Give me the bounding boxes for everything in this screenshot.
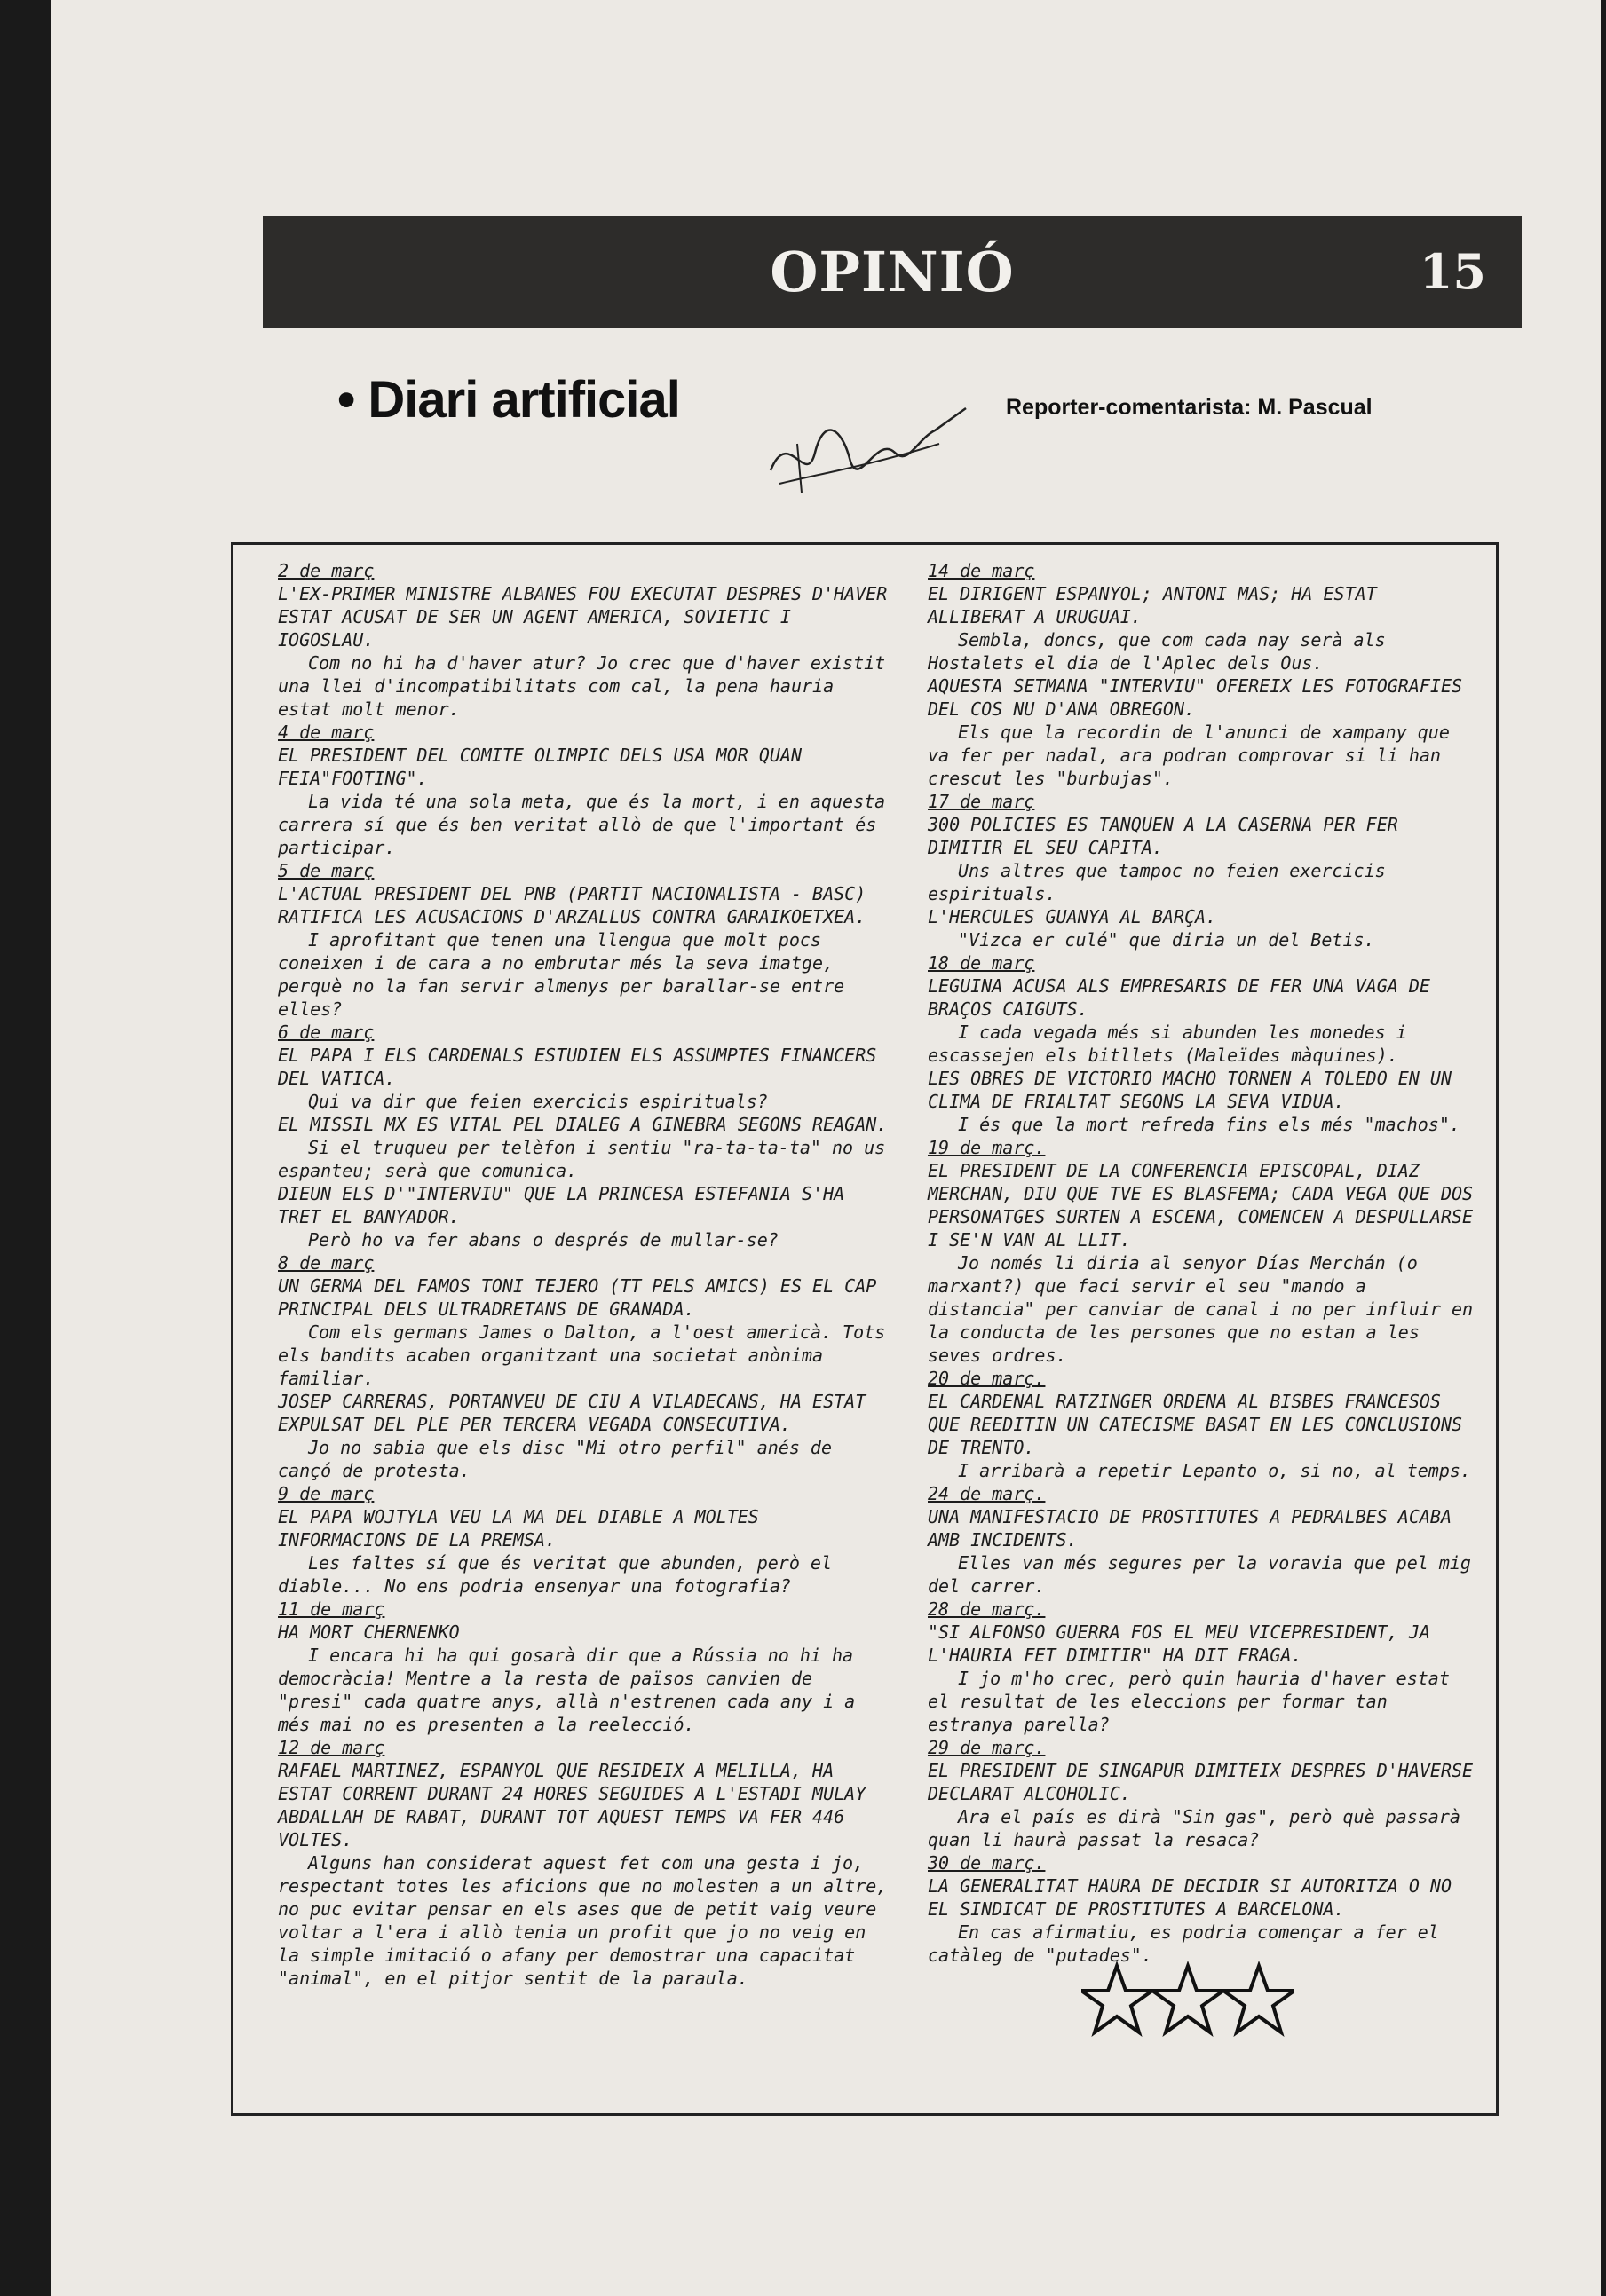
- section-title: OPINIÓ: [770, 240, 1015, 304]
- left-column: [278, 559, 890, 1990]
- entry-comment: Les faltes sí que és veritat que abunden, però el diable... No ens podria ensenyar una fotografia?: [278, 1552, 833, 1597]
- entry-comment: I arribarà a repetir Lepanto o, si no, al temps.: [958, 1460, 1471, 1481]
- entry-headline: L'ACTUAL PRESIDENT DEL PNB (PARTIT NACIONALISTA - BASC) RATIFICA LES ACUSACIONS D'ARZALLUS CONTRA GARAIKOETXEA.: [278, 883, 866, 927]
- entry-date: 28 de març.: [928, 1598, 1046, 1620]
- entry-comment: Els que la recordin de l'anunci de xampany que va fer per nadal, ara podran comprovar si li han crescut les "burbujas".: [928, 722, 1450, 789]
- entry-comment: Com no hi ha d'haver atur? Jo crec que d'haver existit una llei d'incompatibilitats com cal, la pena hauria estat molt menor.: [278, 652, 886, 720]
- entry-date: 5 de març: [278, 860, 375, 881]
- diary-entry: [928, 1367, 1476, 1482]
- entry-comment: I jo m'ho crec, però quin hauria d'haver estat el resultat de les eleccions per formar tan estranya parella?: [928, 1668, 1450, 1735]
- entry-headline: HA MORT CHERNENKO: [278, 1621, 460, 1643]
- entry-comment: Jo no sabia que els disc "Mi otro perfil" anés de cançó de protesta.: [278, 1437, 833, 1481]
- diary-entry: [928, 1136, 1476, 1367]
- article-byline: Reporter-comentarista: M. Pascual: [1006, 395, 1373, 420]
- entry-headline: EL PRESIDENT DE SINGAPUR DIMITEIX DESPRES D'HAVERSE DECLARAT ALCOHOLIC.: [928, 1760, 1474, 1804]
- entry-headline: EL PAPA I ELS CARDENALS ESTUDIEN ELS ASSUMPTES FINANCERS DEL VATICA.: [278, 1045, 877, 1089]
- diary-entry: [928, 951, 1476, 1136]
- entry-headline: EL CARDENAL RATZINGER ORDENA AL BISBES FRANCESOS QUE REEDITIN UN CATECISME BASAT EN LES CONCLUSIONS DE TRENTO.: [928, 1391, 1463, 1458]
- diary-entry: [928, 1736, 1476, 1851]
- diary-entry: [278, 1482, 890, 1598]
- signature-image: [762, 391, 975, 506]
- entry-headline: LEGUINA ACUSA ALS EMPRESARIS DE FER UNA VAGA DE BRAÇOS CAIGUTS.: [928, 975, 1430, 1020]
- entry-date: 19 de març.: [928, 1137, 1046, 1158]
- article-frame: [231, 542, 1499, 2116]
- entry-comment: La vida té una sola meta, que és la mort, i en aquesta carrera sí que és ben veritat allò de que l'important és participar.: [278, 791, 886, 858]
- entry-date: 29 de març.: [928, 1737, 1046, 1758]
- magazine-page: [51, 0, 1601, 2296]
- entry-headline: EL DIRIGENT ESPANYOL; ANTONI MAS; HA ESTAT ALLIBERAT A URUGUAI.: [928, 583, 1377, 627]
- entry-headline: L'HERCULES GUANYA AL BARÇA.: [928, 906, 1217, 927]
- right-column: [928, 559, 1476, 1967]
- entry-comment: Però ho va fer abans o després de mullar-se?: [308, 1229, 779, 1251]
- entry-headline: RAFAEL MARTINEZ, ESPANYOL QUE RESIDEIX A MELILLA, HA ESTAT CORRENT DURANT 24 HORES SEGUIDES A L'ESTADI MULAY ABDALLAH DE RABAT, DURANT TOT AQUEST TEMPS VA FER 446 VOLTES.: [278, 1760, 866, 1850]
- entry-comment: Com els germans James o Dalton, a l'oest americà. Tots els bandits acaben organitzant una societat anònima familiar.: [278, 1322, 886, 1389]
- entry-date: 18 de març: [928, 952, 1035, 974]
- section-header-bar: [263, 216, 1522, 328]
- entry-date: 11 de març: [278, 1598, 385, 1620]
- entry-headline: "SI ALFONSO GUERRA FOS EL MEU VICEPRESIDENT, JA L'HAURIA FET DIMITIR" HA DIT FRAGA.: [928, 1621, 1430, 1666]
- entry-comment: Qui va dir que feien exercicis espirituals?: [308, 1091, 768, 1112]
- entry-date: 4 de març: [278, 722, 375, 743]
- diary-entry: [278, 559, 890, 721]
- diary-entry: [278, 1251, 890, 1482]
- diary-entry: [278, 1021, 890, 1251]
- entry-comment: Alguns han considerat aquest fet com una gesta i jo, respectant totes les aficions que no molesten a un altre, no puc evitar pensar en els ases que de petit vaig veure voltar a l'era i allò tenia un profit que jo no veig en la simple imitació o afany per demostrar una capacitat "animal", en el pitjor sentit de la paraula.: [278, 1852, 888, 1989]
- entry-date: 6 de març: [278, 1022, 375, 1043]
- entry-comment: Si el truqueu per telèfon i sentiu "ra-ta-ta-ta" no us espanteu; serà que comunica.: [278, 1137, 886, 1181]
- entry-date: 12 de març: [278, 1737, 385, 1758]
- diary-entry: [278, 859, 890, 1021]
- entry-comment: Elles van més segures per la voravia que pel mig del carrer.: [928, 1552, 1471, 1597]
- diary-entry: [278, 1736, 890, 1990]
- entry-headline: EL MISSIL MX ES VITAL PEL DIALEG A GINEBRA SEGONS REAGAN.: [278, 1114, 888, 1135]
- entry-headline: LA GENERALITAT HAURA DE DECIDIR SI AUTORITZA O NO EL SINDICAT DE PROSTITUTES A BARCELONA.: [928, 1875, 1452, 1920]
- entry-date: 14 de març: [928, 560, 1035, 581]
- entry-comment: En cas afirmatiu, es podria començar a fer el catàleg de "putades".: [928, 1921, 1439, 1966]
- entry-headline: UN GERMA DEL FAMOS TONI TEJERO (TT PELS AMICS) ES EL CAP PRINCIPAL DELS ULTRADRETANS DE GRANADA.: [278, 1275, 877, 1320]
- entry-headline: JOSEP CARRERAS, PORTANVEU DE CIU A VILADECANS, HA ESTAT EXPULSAT DEL PLE PER TERCERA VEGADA CONSECUTIVA.: [278, 1391, 866, 1435]
- entry-headline: EL PAPA WOJTYLA VEU LA MA DEL DIABLE A MOLTES INFORMACIONS DE LA PREMSA.: [278, 1506, 759, 1550]
- entry-comment: Jo només li diria al senyor Días Merchán (o marxant?) que faci servir el seu "mando a distancia" per canviar de canal i no per influir en la conducta de les persones que no estan a les seves ordres.: [928, 1252, 1474, 1366]
- page-number: 15: [1419, 243, 1486, 300]
- diary-entry: [928, 1482, 1476, 1598]
- entry-date: 17 de març: [928, 791, 1035, 812]
- entry-date: 8 de març: [278, 1252, 375, 1274]
- entry-date: 9 de març: [278, 1483, 375, 1504]
- diary-entry: [928, 1598, 1476, 1736]
- entry-date: 2 de març: [278, 560, 375, 581]
- diary-entry: [928, 1851, 1476, 1967]
- entry-headline: EL PRESIDENT DEL COMITE OLIMPIC DELS USA MOR QUAN FEIA"FOOTING".: [278, 745, 803, 789]
- entry-comment: I aprofitant que tenen una llengua que molt pocs coneixen i de cara a no embrutar més la seva imatge, perquè no la fan servir almenys per barallar-se entre elles?: [278, 929, 845, 1020]
- entry-comment: "Vizca er culé" que diria un del Betis.: [958, 929, 1375, 951]
- entry-headline: EL PRESIDENT DE LA CONFERENCIA EPISCOPAL, DIAZ MERCHAN, DIU QUE TVE ES BLASFEMA; CADA VEGA QUE DOS PERSONATGES SURTEN A ESCENA, COMENCEN A DESPULLARSE I SE'N VAN AL LLIT.: [928, 1160, 1474, 1251]
- entry-headline: L'EX-PRIMER MINISTRE ALBANES FOU EXECUTAT DESPRES D'HAVER ESTAT ACUSAT DE SER UN AGENT AMERICA, SOVIETIC I IOGOSLAU.: [278, 583, 888, 651]
- diary-entry: [928, 559, 1476, 790]
- entry-comment: Uns altres que tampoc no feien exercicis espirituals.: [928, 860, 1386, 904]
- diary-entry: [928, 790, 1476, 951]
- entry-headline: DIEUN ELS D'"INTERVIU" QUE LA PRINCESA ESTEFANIA S'HA TRET EL BANYADOR.: [278, 1183, 845, 1227]
- entry-headline: 300 POLICIES ES TANQUEN A LA CASERNA PER FER DIMITIR EL SEU CAPITA.: [928, 814, 1398, 858]
- entry-comment: I encara hi ha qui gosarà dir que a Rússia no hi ha democràcia! Mentre a la resta de països canvien de "presi" cada quatre anys, allà n'estrenen cada any i a més mai no es presenten a la reelecció.: [278, 1645, 856, 1735]
- article-headline: • Diari artificial: [337, 371, 680, 429]
- entry-comment: I és que la mort refreda fins els més "machos".: [958, 1114, 1460, 1135]
- entry-headline: UNA MANIFESTACIO DE PROSTITUTES A PEDRALBES ACABA AMB INCIDENTS.: [928, 1506, 1452, 1550]
- entry-date: 20 de març.: [928, 1368, 1046, 1389]
- diary-entry: [278, 1598, 890, 1736]
- diary-entry: [278, 721, 890, 859]
- three-stars-ornament: [1081, 1961, 1294, 2041]
- entry-headline: LES OBRES DE VICTORIO MACHO TORNEN A TOLEDO EN UN CLIMA DE FRIALTAT SEGONS LA SEVA VIDUA.: [928, 1068, 1452, 1112]
- entry-comment: Ara el país es dirà "Sin gas", però què passarà quan li haurà passat la resaca?: [928, 1806, 1460, 1850]
- entry-comment: I cada vegada més si abunden les monedes i escassejen els bitllets (Maleïdes màquines).: [928, 1022, 1407, 1066]
- entry-headline: AQUESTA SETMANA "INTERVIU" OFEREIX LES FOTOGRAFIES DEL COS NU D'ANA OBREGON.: [928, 675, 1463, 720]
- entry-date: 24 de març.: [928, 1483, 1046, 1504]
- entry-comment: Sembla, doncs, que com cada nay serà als Hostalets el dia de l'Aplec dels Ous.: [928, 629, 1386, 674]
- entry-date: 30 de març.: [928, 1852, 1046, 1874]
